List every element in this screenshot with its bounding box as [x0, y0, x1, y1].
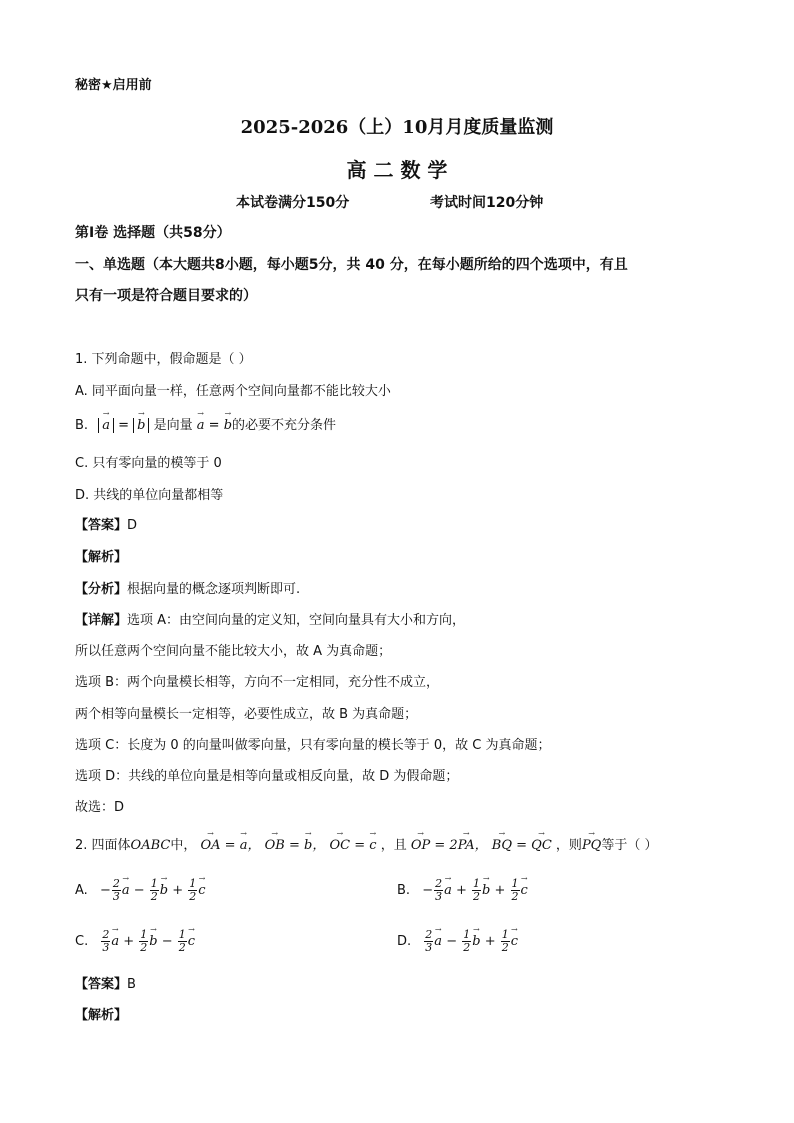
q1-option-b	[75, 409, 337, 433]
q2-analysis-tag: 【解析】	[75, 1008, 128, 1023]
q1-detail-line5: 选项 C：长度为 0 的向量叫做零向量，只有零向量的模长等于 0，故 C 为真命题；	[75, 738, 551, 753]
q2-conditions: OP → = 2PA → ， BQ → = QC →	[410, 829, 552, 853]
q2-stem-mid2: ，且	[380, 838, 407, 853]
part-heading: 第Ⅰ卷 选择题（共58分）	[75, 225, 231, 241]
section-heading-line1: 一、单选题（本大题共8小题，每小题5分，共 40 分，在每小题所给的四个选项中，有且	[75, 257, 628, 273]
abs-equality-formula: a → = b →	[98, 418, 153, 433]
q1-detail-line6: 选项 D：共线的单位向量是相等向量或相反向量，故 D 为假命题；	[75, 769, 459, 784]
q2-option-a	[75, 874, 206, 903]
secret-label: 秘密★启用前	[75, 78, 152, 93]
q2-stem	[75, 829, 658, 853]
q1-option-b-suffix: 的必要不充分条件	[232, 418, 337, 433]
q1-detail-line2: 所以任意两个空间向量不能比较大小，故 A 为真命题；	[75, 644, 392, 659]
subject-title: 高 二 数 学	[346, 158, 448, 182]
q1-stem: 1. 下列命题中，假命题是（ ）	[75, 352, 252, 367]
q2-given-vectors: OA → = a → ， OB → = b → ， OC → = c →	[200, 829, 377, 853]
q1-detail-line3: 选项 B：两个向量模长相等，方向不一定相同，充分性不成立，	[75, 675, 440, 690]
full-score: 本试卷满分150分	[236, 195, 350, 211]
q2-option-d-formula: $\frac{2}{3}$ a → − $\frac{1}{2}$ b → + $\frac{1}{2}$ c →	[425, 925, 519, 954]
q1-detail-text1: 选项 A：由空间向量的定义知，空间向量具有大小和方向，	[127, 613, 466, 628]
answer-tag: 【答案】	[75, 977, 128, 992]
fenxi-tag: 【分析】	[75, 582, 128, 597]
q1-fenxi-text: 根据向量的概念逐项判断即可.	[127, 582, 301, 597]
q2-answer-value: B	[127, 977, 136, 992]
q2-option-d-label: D.	[397, 934, 412, 949]
q2-stem-end: 等于（ ）	[601, 838, 658, 853]
q1-answer	[75, 514, 137, 533]
exam-time: 考试时间120分钟	[430, 195, 544, 211]
exam-title: 2025-2026（上）10月月度质量监测	[240, 117, 554, 138]
q1-answer-value: D	[127, 518, 138, 533]
q2-option-b-formula: − $\frac{2}{3}$ a → + $\frac{1}{2}$ b → + $\frac{1}{2}$ c →	[422, 874, 528, 903]
q2-option-a-formula: − $\frac{2}{3}$ a → − $\frac{1}{2}$ b → + $\frac{1}{2}$ c →	[99, 874, 206, 903]
q1-option-a: A. 同平面向量一样，任意两个空间向量都不能比较大小	[75, 384, 391, 399]
q2-option-c-formula: $\frac{2}{3}$ a → + $\frac{1}{2}$ b → − $\frac{1}{2}$ c →	[102, 925, 196, 954]
q1-option-d: D. 共线的单位向量都相等	[75, 488, 224, 503]
detail-tag: 【详解】	[75, 613, 128, 628]
q2-stem-tail: ，则	[555, 838, 582, 853]
q2-option-b-label: B.	[397, 883, 411, 898]
q1-option-b-label: B.	[75, 418, 89, 433]
vector-equality-formula: a → = b →	[196, 409, 233, 433]
q1-option-c: C. 只有零向量的模等于 0	[75, 456, 222, 471]
q1-analysis-tag: 【解析】	[75, 550, 128, 565]
q2-answer	[75, 973, 136, 992]
q1-detail-line7: 故选：D	[75, 800, 125, 815]
section-heading-line2: 只有一项是符合题目要求的）	[75, 288, 257, 304]
q2-option-b	[397, 874, 528, 903]
q1-fenxi	[75, 578, 300, 597]
q2-stem-prefix: 2. 四面体	[75, 838, 131, 853]
q2-option-d	[397, 925, 519, 954]
q2-option-c	[75, 925, 196, 954]
q2-stem-mid1: 中，	[170, 838, 197, 853]
q1-detail-line1	[75, 609, 465, 628]
q1-option-b-mid: 是向量	[153, 418, 193, 433]
q2-option-c-label: C.	[75, 934, 89, 949]
q1-detail-line4: 两个相等向量模长一定相等，必要性成立，故 B 为真命题；	[75, 707, 418, 722]
answer-tag: 【答案】	[75, 518, 128, 533]
q2-target-vector: PQ →	[581, 829, 602, 853]
q2-option-a-label: A.	[75, 883, 88, 898]
q2-tetrahedron: OABC	[130, 838, 171, 853]
